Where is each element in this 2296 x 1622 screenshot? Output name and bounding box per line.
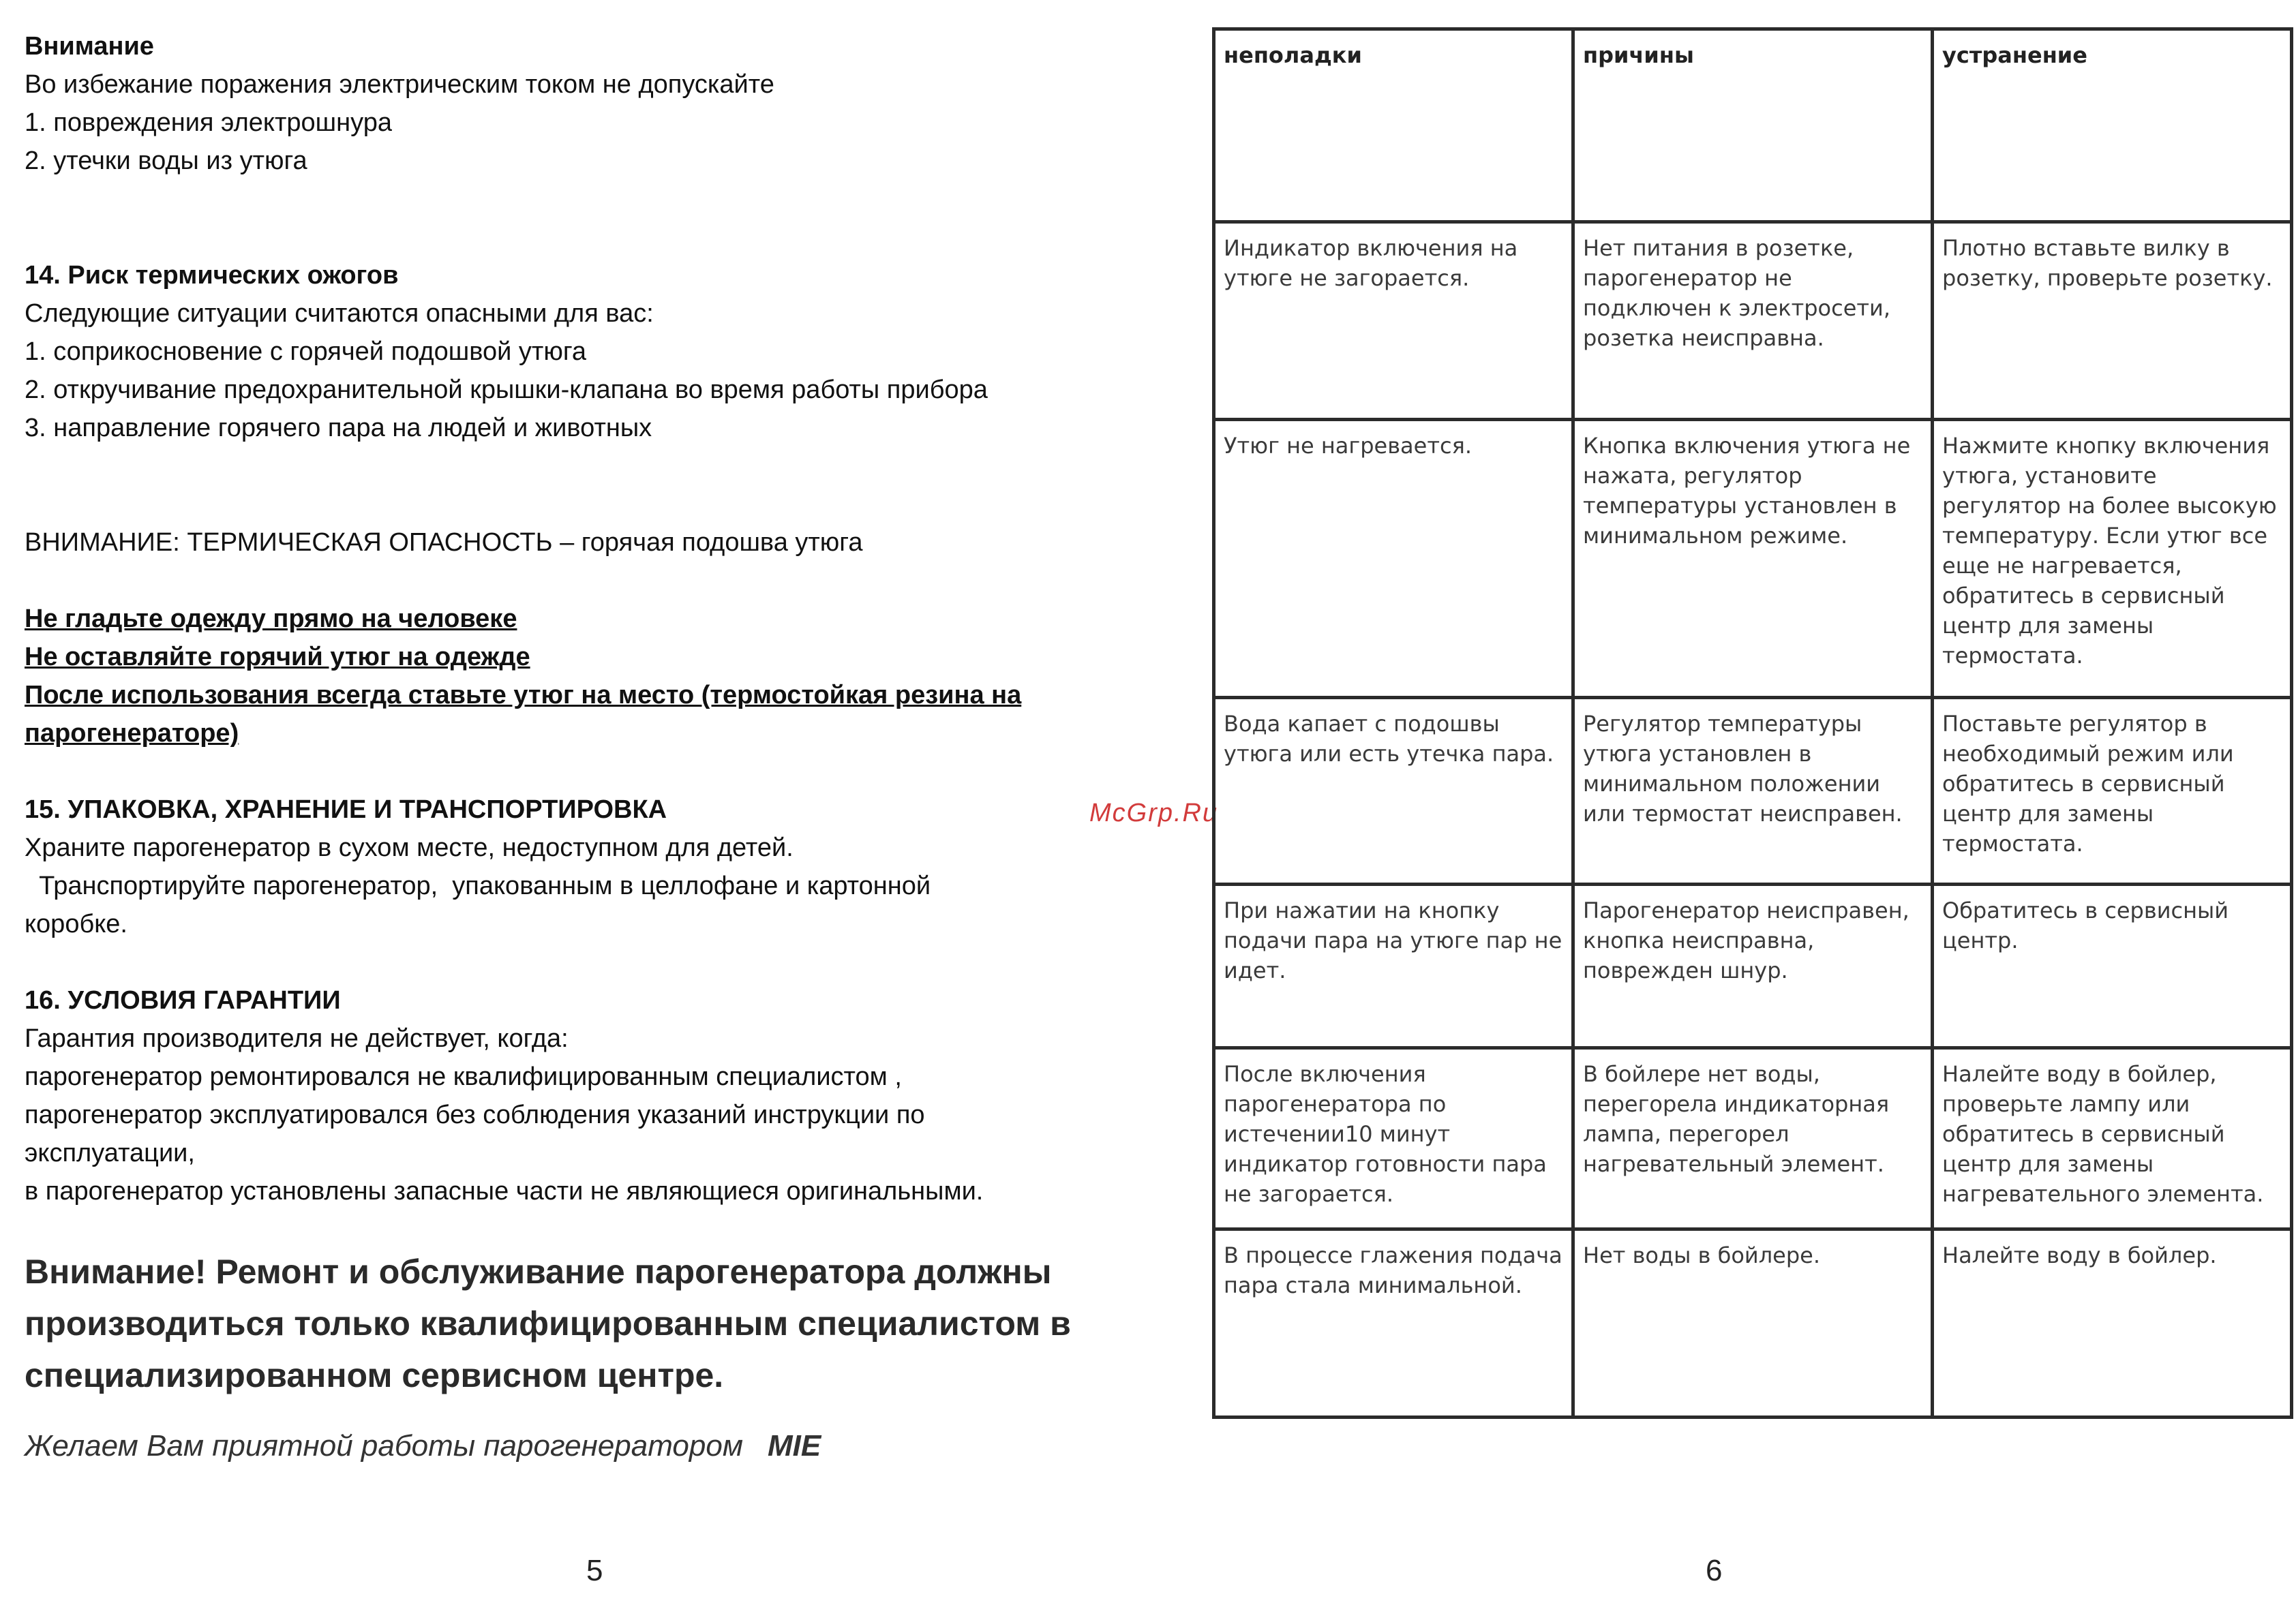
table-row	[1214, 1048, 2292, 1229]
left-page	[25, 27, 1108, 1465]
table-row	[1214, 698, 2292, 885]
brand-name: MIE	[767, 1429, 821, 1463]
cause-cell: Нет воды в бойлере.	[1573, 1229, 1933, 1418]
section14-title: 14. Риск термических ожогов	[25, 261, 399, 290]
section15-title: 15. УПАКОВКА, ХРАНЕНИЕ И ТРАНСПОРТИРОВКА	[25, 795, 667, 824]
cause-cell: Парогенератор неисправен, кнопка неисправна, поврежден шнур.	[1573, 885, 1933, 1048]
cause-cell: Регулятор температуры утюга установлен в минимальном положении или термостат неисправен.	[1573, 698, 1933, 885]
cause-cell: Кнопка включения утюга не нажата, регулятор температуры установлен в минимальном режиме.	[1573, 420, 1933, 698]
problem-cell: После включения парогенератора по истечении10 минут индикатор готовности пара не загорается.	[1214, 1048, 1573, 1229]
table-row	[1214, 222, 2292, 420]
service-warning-line: производиться только квалифицированным специалистом в	[25, 1304, 1071, 1343]
solution-cell: Обратитесь в сервисный центр.	[1933, 885, 2292, 1048]
section16-line: парогенератор ремонтировался не квалифицированным специалистом ,	[25, 1062, 902, 1091]
troubleshooting-table	[1212, 27, 2293, 1419]
rule-line: После использования всегда ставьте утюг на место (термостойкая резина на	[25, 681, 1022, 709]
header-solutions: устранение	[1933, 29, 2292, 222]
watermark: McGrp.Ru	[1089, 799, 1219, 827]
attention-title: Внимание	[25, 32, 154, 61]
table-row	[1214, 420, 2292, 698]
solution-cell: Нажмите кнопку включения утюга, установите регулятор на более высокую температуру. Если утюг все еще не нагревается, обратитесь в сервисный центр для замены термостата.	[1933, 420, 2292, 698]
section16-line: Гарантия производителя не действует, когда:	[25, 1024, 569, 1053]
header-causes: причины	[1573, 29, 1933, 222]
problem-cell: В процессе глажения подача пара стала минимальной.	[1214, 1229, 1573, 1418]
page-number-right: 6	[1706, 1554, 1723, 1587]
attention-item: 2. утечки воды из утюга	[25, 147, 307, 175]
solution-cell: Плотно вставьте вилку в розетку, проверьте розетку.	[1933, 222, 2292, 420]
table-header-row	[1214, 29, 2292, 222]
wish-text: Желаем Вам приятной работы парогенератором	[25, 1429, 743, 1463]
cause-cell: В бойлере нет воды, перегорела индикаторная лампа, перегорел нагревательный элемент.	[1573, 1048, 1933, 1229]
attention-text: Во избежание поражения электрическим током не допускайте	[25, 70, 774, 99]
table-row	[1214, 1229, 2292, 1418]
solution-cell: Налейте воду в бойлер.	[1933, 1229, 2292, 1418]
service-warning-line: Внимание! Ремонт и обслуживание парогенератора должны	[25, 1253, 1052, 1291]
thermal-warning: ВНИМАНИЕ: ТЕРМИЧЕСКАЯ ОПАСНОСТЬ – горячая подошва утюга	[25, 528, 863, 557]
problem-cell: При нажатии на кнопку подачи пара на утюге пар не идет.	[1214, 885, 1573, 1048]
problem-cell: Утюг не нагревается.	[1214, 420, 1573, 698]
closing-wish	[25, 1427, 1108, 1465]
cause-cell: Нет питания в розетке, парогенератор не подключен к электросети, розетка неисправна.	[1573, 222, 1933, 420]
rule-line: Не оставляйте горячий утюг на одежде	[25, 643, 530, 671]
section14-intro: Следующие ситуации считаются опасными для вас:	[25, 299, 654, 328]
solution-cell: Налейте воду в бойлер, проверьте лампу или обратитесь в сервисный центр для замены нагревательного элемента.	[1933, 1048, 2292, 1229]
table-row	[1214, 885, 2292, 1048]
section16-title: 16. УСЛОВИЯ ГАРАНТИИ	[25, 986, 341, 1015]
section14-item: 1. соприкосновение с горячей подошвой утюга	[25, 337, 586, 366]
section14-item: 2. откручивание предохранительной крышки-клапана во время работы прибора	[25, 376, 988, 404]
service-warning	[25, 1246, 1108, 1401]
header-problems: неполадки	[1214, 29, 1573, 222]
rule-line: Не гладьте одежду прямо на человеке	[25, 605, 517, 633]
solution-cell: Поставьте регулятор в необходимый режим или обратитесь в сервисный центр для замены термостата.	[1933, 698, 2292, 885]
attention-item: 1. повреждения электрошнура	[25, 108, 392, 137]
section16-line: в парогенератор установлены запасные части не являющиеся оригинальными.	[25, 1177, 984, 1206]
section16-line: эксплуатации,	[25, 1139, 195, 1167]
section16-line: парогенератор эксплуатировался без соблюдения указаний инструкции по	[25, 1101, 925, 1129]
section15-line: коробке.	[25, 910, 127, 938]
problem-cell: Индикатор включения на утюге не загорается.	[1214, 222, 1573, 420]
service-warning-line: специализированном сервисном центре.	[25, 1356, 724, 1394]
problem-cell: Вода капает с подошвы утюга или есть утечка пара.	[1214, 698, 1573, 885]
page-number-left: 5	[586, 1554, 603, 1587]
rule-line: парогенераторе)	[25, 719, 239, 748]
section15-line: Транспортируйте парогенератор, упакованным в целлофане и картонной	[25, 872, 931, 900]
section15-line: Храните парогенератор в сухом месте, недоступном для детей.	[25, 833, 794, 862]
section14-item: 3. направление горячего пара на людей и животных	[25, 414, 652, 442]
